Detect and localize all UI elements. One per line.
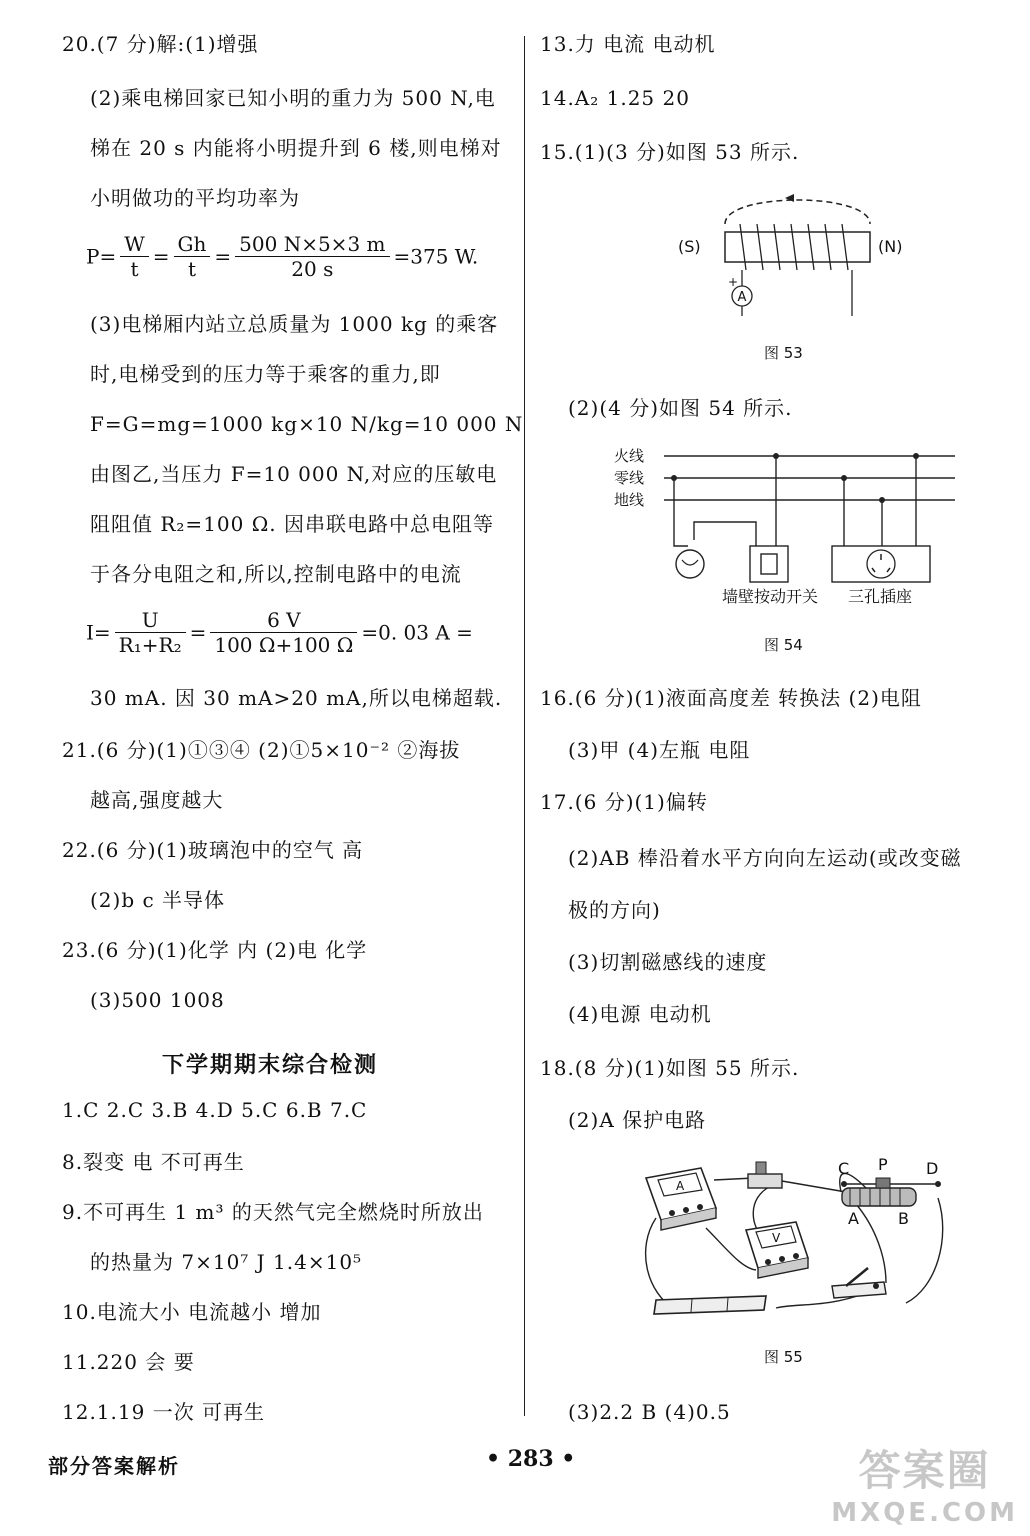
resistor-icon (748, 1162, 782, 1188)
q22-line: 22.(6 分)(1)玻璃泡中的空气 高 (62, 838, 364, 862)
q23-line: (3)500 1008 (90, 988, 225, 1012)
q21-line: 21.(6 分)(1)①③④ (2)①5×10⁻² ②海拔 (62, 738, 461, 762)
rheostat-terminal-d: D (926, 1159, 939, 1178)
figure-54-household-circuit (610, 442, 960, 612)
q23-line: 23.(6 分)(1)化学 内 (2)电 化学 (62, 938, 368, 962)
fig53-ammeter: A (737, 290, 747, 305)
answer-line: (3)切割磁感线的速度 (568, 950, 768, 974)
power-formula: P= $\frac{W}{t}$ = $\frac{Gh}{t}$ = $\frac{500 N\times 5\times 3 m}{20 s}$ =375 W. (86, 232, 479, 281)
q20-head: 20.(7 分)解:(1)增强 (62, 32, 259, 56)
q20-line: (2)乘电梯回家已知小明的重力为 500 N,电 (90, 86, 496, 110)
q20-line: 梯在 20 s 内能将小明提升到 6 楼,则电梯对 (90, 136, 502, 160)
wall-switch-icon (750, 546, 788, 582)
ground-wire-label: 地线 (614, 491, 645, 509)
q20-line: (3)电梯厢内站立总质量为 1000 kg 的乘客 (90, 312, 499, 336)
q20-line: 时,电梯受到的压力等于乘客的重力,即 (90, 362, 441, 386)
socket-icon (832, 546, 930, 582)
answer-line: 16.(6 分)(1)液面高度差 转换法 (2)电阻 (540, 686, 922, 710)
answer-line: 18.(8 分)(1)如图 55 所示. (540, 1056, 800, 1080)
watermark-url: MXQE.COM (831, 1498, 1018, 1528)
q20-line: 30 mA. 因 30 mA>20 mA,所以电梯超载. (90, 686, 503, 710)
footer-label: 部分答案解析 (48, 1454, 180, 1478)
q22-line: (2)b c 半导体 (90, 888, 226, 912)
switch-icon (832, 1268, 886, 1298)
q20-line: 于各分电阻之和,所以,控制电路中的电流 (90, 562, 462, 586)
live-wire-label: 火线 (614, 447, 645, 465)
answer-line: (3)甲 (4)左瓶 电阻 (568, 738, 751, 762)
figure-53-caption: 图 53 (764, 344, 803, 362)
neutral-wire-label: 零线 (614, 469, 645, 487)
answer-line: (4)电源 电动机 (568, 1002, 712, 1026)
figure-54-caption: 图 54 (764, 636, 803, 654)
answer-line: 10.电流大小 电流越小 增加 (62, 1300, 322, 1324)
watermark (831, 1438, 1018, 1528)
figure-55-caption: 图 55 (764, 1348, 803, 1366)
answer-line: 15.(1)(3 分)如图 53 所示. (540, 140, 800, 164)
rheostat-slider-p: P (878, 1158, 888, 1174)
bulb-icon (676, 550, 704, 578)
section-title: 下学期期末综合检测 (162, 1053, 379, 1078)
watermark-logo: 答案圈 (858, 1446, 991, 1495)
q20-line: 小明做功的平均功率为 (90, 186, 300, 210)
figure-55-circuit (636, 1158, 956, 1318)
fig53-south-label: (S) (678, 237, 701, 256)
q20-line: F=G=mg=1000 kg×10 N/kg=10 000 N (90, 412, 524, 436)
ammeter-icon (646, 1168, 716, 1230)
socket-label: 三孔插座 (848, 587, 913, 606)
answer-line: (2)AB 棒沿着水平方向向左运动(或改变磁 (568, 846, 962, 870)
rheostat-terminal-c: C (838, 1159, 850, 1178)
answer-line: 1.C 2.C 3.B 4.D 5.C 6.B 7.C (62, 1098, 368, 1122)
q20-line: 由图乙,当压力 F=10 000 N,对应的压敏电 (90, 462, 498, 486)
answer-line: 14.A₂ 1.25 20 (540, 86, 690, 110)
svg-text:A: A (676, 1179, 685, 1193)
page-number: • 283 • (486, 1446, 576, 1472)
answer-line: 极的方向) (568, 898, 661, 922)
current-formula: I= $\frac{U}{\text{R₁+R₂}}$ = $\frac{6 V}{100 \Omega+100 \Omega}$ =0. 03 A = (86, 608, 473, 657)
battery-icon (654, 1296, 766, 1314)
figure-53-solenoid (670, 188, 910, 318)
answer-line: 11.220 会 要 (62, 1350, 195, 1374)
fig53-plus: + (728, 275, 739, 289)
column-divider (524, 36, 525, 1416)
answer-line: (2)A 保护电路 (568, 1108, 707, 1132)
answer-line: (2)(4 分)如图 54 所示. (568, 396, 793, 420)
wall-switch-label: 墙壁按动开关 (722, 587, 819, 606)
rheostat-icon (841, 1178, 941, 1206)
answer-line: 的热量为 7×10⁷ J 1.4×10⁵ (90, 1250, 363, 1274)
answer-line: 17.(6 分)(1)偏转 (540, 790, 708, 814)
answer-line: 9.不可再生 1 m³ 的天然气完全燃烧时所放出 (62, 1200, 484, 1224)
q21-line: 越高,强度越大 (90, 788, 224, 812)
answer-line: 13.力 电流 电动机 (540, 32, 716, 56)
svg-text:V: V (772, 1231, 781, 1245)
answer-line: (3)2.2 B (4)0.5 (568, 1400, 731, 1424)
answer-line: 8.裂变 电 不可再生 (62, 1150, 245, 1174)
fig53-north-label: (N) (878, 237, 903, 256)
answer-line: 12.1.19 一次 可再生 (62, 1400, 266, 1424)
rheostat-terminal-a: A (848, 1209, 859, 1228)
rheostat-terminal-b: B (898, 1209, 909, 1228)
q20-line: 阻阻值 R₂=100 Ω. 因串联电路中总电阻等 (90, 512, 495, 536)
